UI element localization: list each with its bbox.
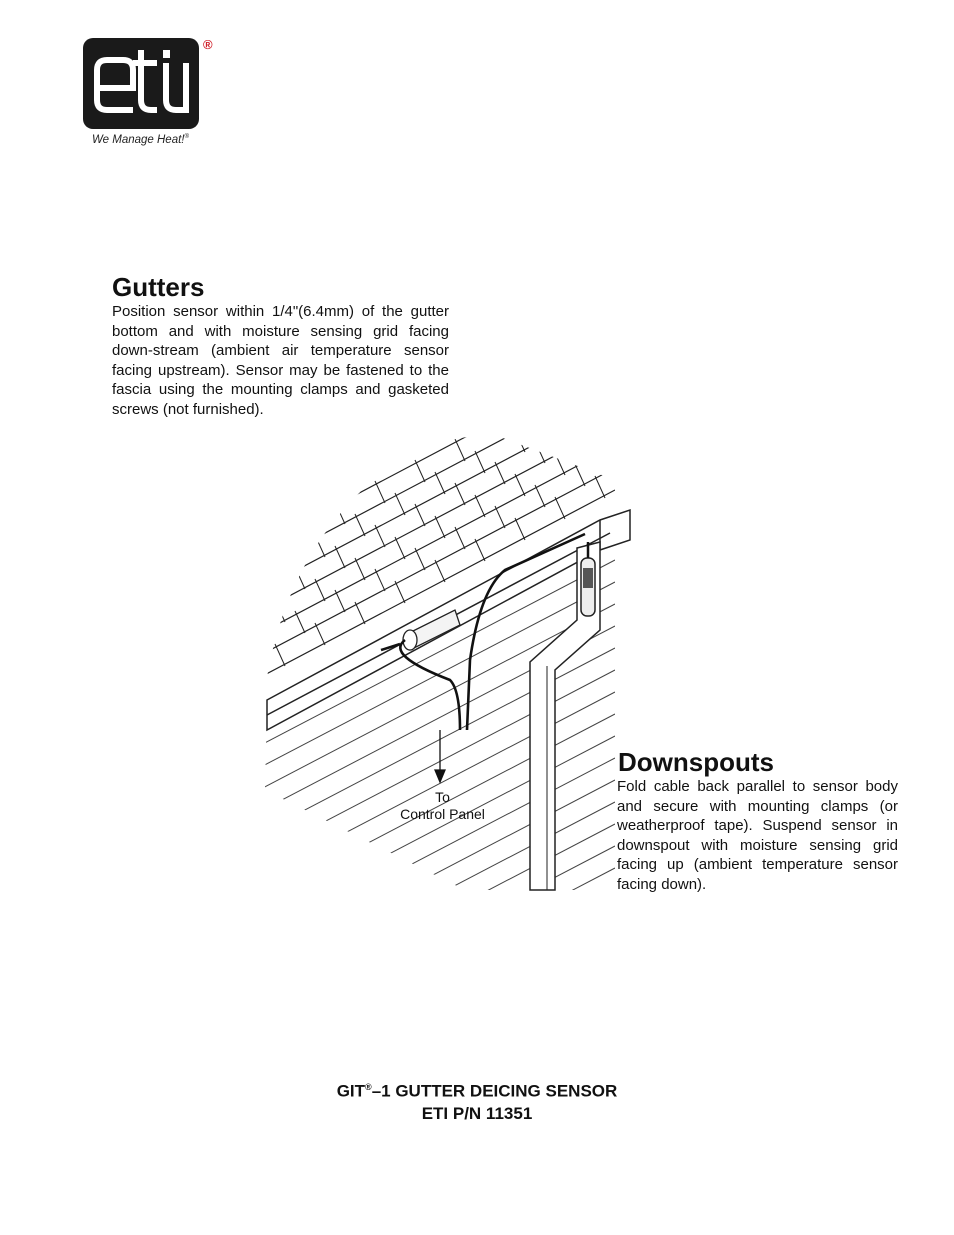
part-number: ETI P/N 11351: [421, 1103, 533, 1123]
control-panel-callout: To Control Panel: [400, 789, 485, 822]
brand-tagline: We Manage Heat!®: [92, 134, 189, 146]
product-name: GIT®–1 GUTTER DEICING SENSOR: [336, 1081, 618, 1101]
downspouts-instructions: Fold cable back parallel to sensor body and secure with mounting clamps (or weatherproof tape). Suspend sensor in downspout with moisture sensing grid facing up (ambient temperature sensor facing down).: [617, 778, 898, 893]
gutters-instructions: Position sensor within 1/4"(6.4mm) of the gutter bottom and with moisture sensing grid facing down-stream (ambient air temperature sensor facing upstream). Sensor may be fastened to the fascia using the mounting clamps and gasketed screws (not furnished).: [112, 303, 449, 418]
registered-mark: ®: [203, 37, 213, 52]
gutters-heading: Gutters: [112, 272, 205, 302]
gutter-installation-illustration: [255, 430, 640, 900]
product-footer: [0, 1076, 954, 1125]
downspouts-heading: Downspouts: [618, 747, 774, 777]
eti-logo: [83, 38, 199, 129]
